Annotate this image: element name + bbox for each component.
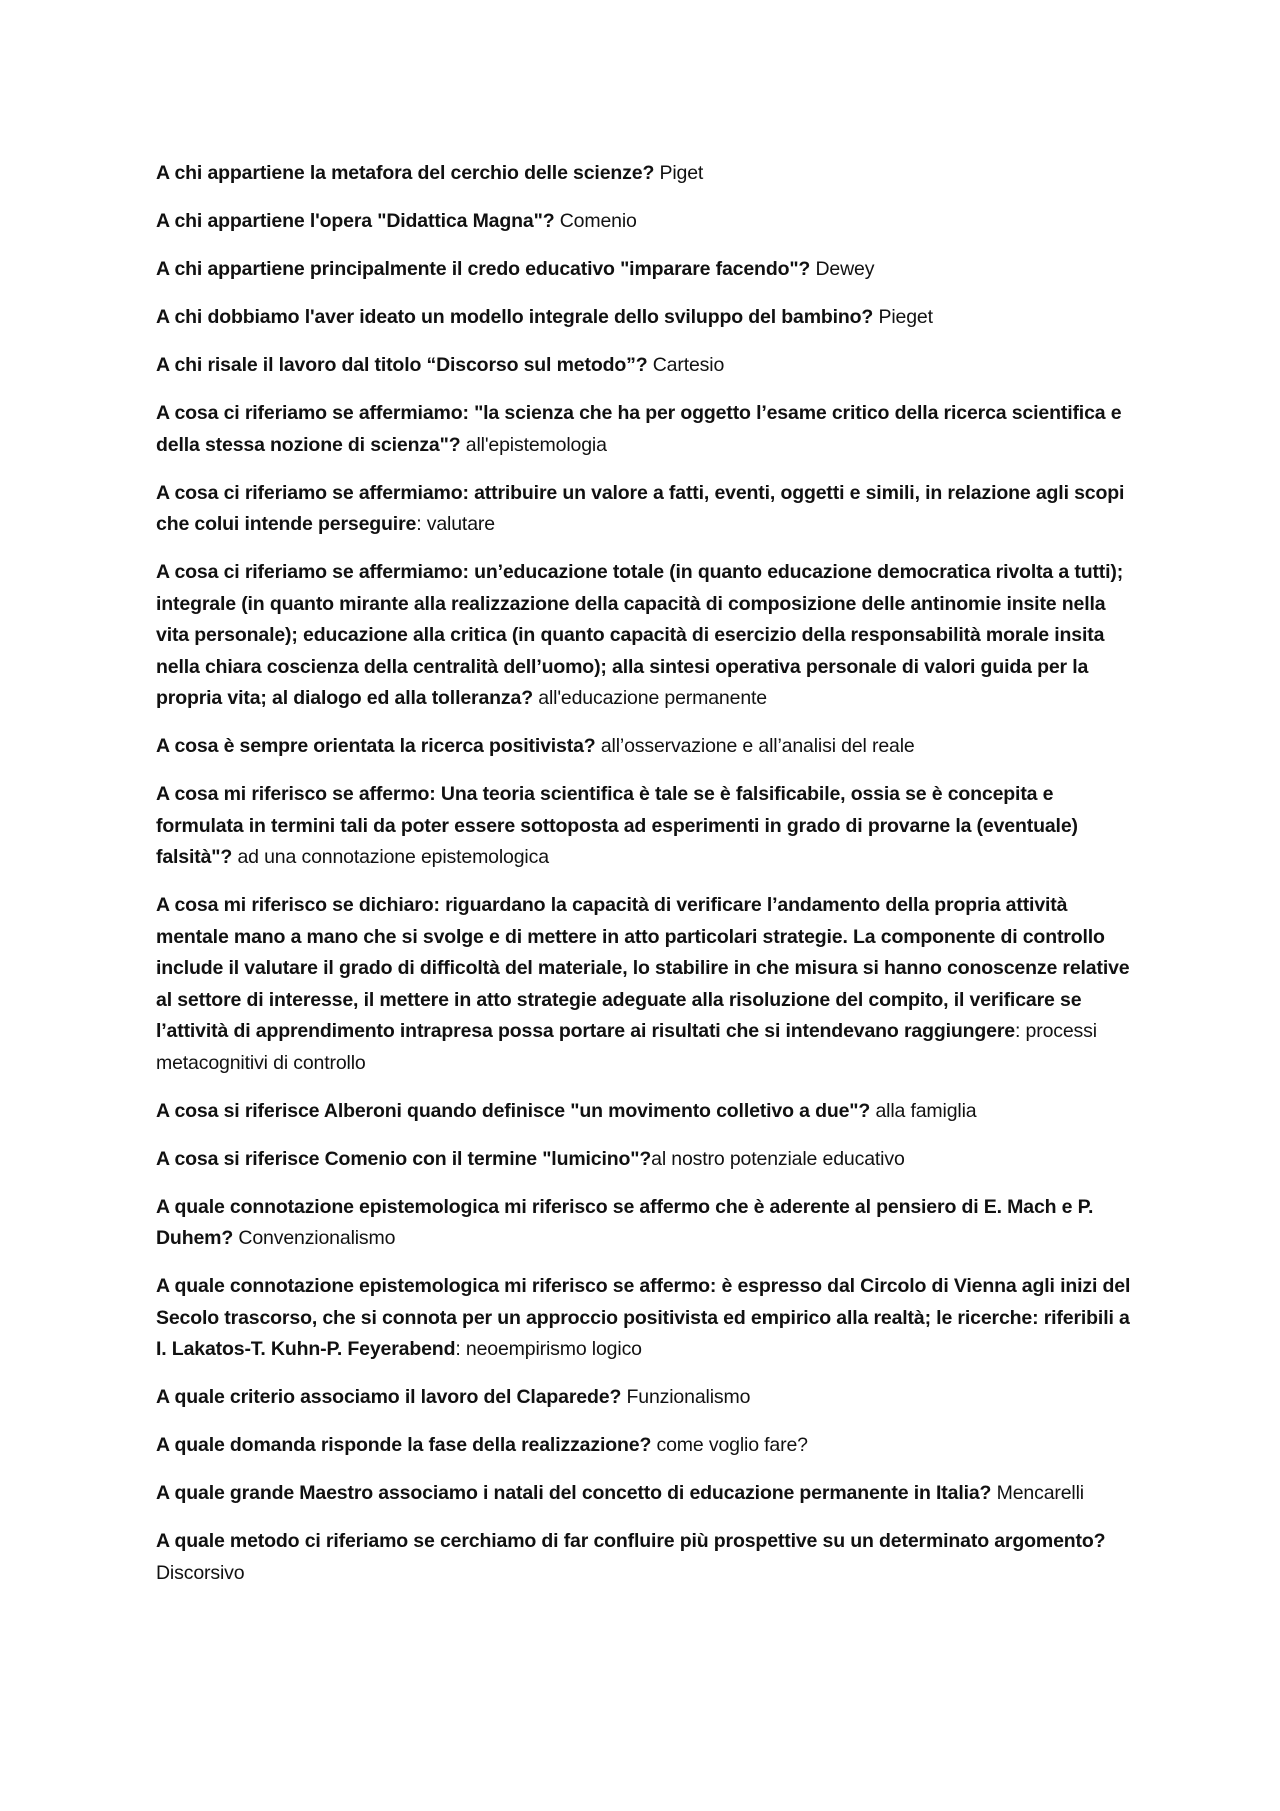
question: A chi appartiene la metafora del cerchio delle scienze? <box>156 162 655 184</box>
question: A quale connotazione epistemologica mi riferisco se affermo: è espresso dal Circolo di Vienna agli inizi del Secolo trascorso, che si connota per un approccio positivista ed empirico alla realtà; le ricerche: riferibili a I. Lakatos-T. Kuhn-P. Feyerabend <box>156 1275 1131 1360</box>
document-page <box>156 158 1141 1606</box>
question: A quale domanda risponde la fase della realizzazione? <box>156 1434 652 1456</box>
answer: Convenzionalismo <box>238 1227 396 1249</box>
question: A cosa mi riferisco se dichiaro: riguardano la capacità di verificare l’andamento della propria attività mentale mano a mano che si svolge e di mettere in atto particolari strategie. La componente di controllo include il valutare il grado di difficoltà del materiale, lo stabilire in che misura si hanno conoscenze relative al settore di interesse, il mettere in atto strategie adeguate alla risoluzione del compito, il verificare se l’attività di apprendimento intrapresa possa portare ai risultati che si intendevano raggiungere <box>156 894 1130 1042</box>
question: A cosa ci riferiamo se affermiamo: attribuire un valore a fatti, eventi, oggetti e simili, in relazione agli scopi che colui intende perseguire <box>156 481 1125 535</box>
question: A chi appartiene l'opera "Didattica Magna"? <box>156 210 555 232</box>
qa-item-15 <box>156 1271 1141 1366</box>
qa-item-2 <box>156 206 1141 238</box>
answer: valutare <box>426 513 495 535</box>
separator: : <box>455 1338 466 1360</box>
qa-item-13 <box>156 1144 1141 1176</box>
answer: Pieget <box>878 306 933 328</box>
qa-item-7 <box>156 478 1141 541</box>
question: A cosa ci riferiamo se affermiamo: un’educazione totale (in quanto educazione democratica rivolta a tutti); integrale (in quanto mirante alla realizzazione della capacità di composizione delle antinomie insite nella vita personale); educazione alla critica (in quanto capacità di esercizio della responsabilità morale insita nella chiara coscienza della centralità dell’uomo); alla sintesi operativa personale di valori guida per la propria vita; al dialogo ed alla tolleranza? <box>156 561 1124 709</box>
question: A quale metodo ci riferiamo se cerchiamo di far confluire più prospettive su un determinato argomento? <box>156 1530 1106 1552</box>
qa-item-19 <box>156 1526 1141 1589</box>
answer: processi metacognitivi di controllo <box>156 1020 1097 1074</box>
question: A quale connotazione epistemologica mi riferisco se affermo che è aderente al pensiero di E. Mach e P. Duhem? <box>156 1195 1094 1249</box>
answer: Piget <box>659 162 704 184</box>
question: A chi dobbiamo l'aver ideato un modello integrale dello sviluppo del bambino? <box>156 306 874 328</box>
question: A cosa si riferisce Alberoni quando definisce "un movimento colletivo a due"? <box>156 1099 871 1122</box>
answer: neoempirismo logico <box>465 1338 642 1360</box>
qa-item-1 <box>156 158 1141 190</box>
question: A quale criterio associamo il lavoro del Claparede? <box>156 1386 622 1408</box>
answer: ad una connotazione epistemologica <box>237 846 549 868</box>
separator: : <box>1014 1020 1026 1042</box>
question: A quale grande Maestro associamo i natali del concetto di educazione permanente in Italia? <box>156 1482 992 1504</box>
qa-item-14 <box>156 1192 1141 1255</box>
qa-item-5 <box>156 350 1141 382</box>
answer: all’osservazione e all’analisi del reale <box>600 735 915 757</box>
answer: Mencarelli <box>996 1482 1084 1504</box>
answer: Comenio <box>559 210 637 232</box>
answer: alla famiglia <box>875 1099 977 1122</box>
qa-item-11 <box>156 890 1141 1079</box>
qa-item-6 <box>156 398 1141 461</box>
qa-item-17 <box>156 1430 1141 1462</box>
question: A chi appartiene principalmente il credo educativo "imparare facendo"? <box>156 258 811 280</box>
qa-item-8 <box>156 557 1141 715</box>
qa-item-16 <box>156 1382 1141 1414</box>
question: A cosa è sempre orientata la ricerca positivista? <box>156 735 596 757</box>
question: A cosa ci riferiamo se affermiamo: "la scienza che ha per oggetto l’esame critico della ricerca scientifica e della stessa nozione di scienza"? <box>156 402 1122 456</box>
separator: : <box>416 513 427 535</box>
answer: come voglio fare? <box>656 1434 808 1456</box>
answer: all'epistemologia <box>465 433 607 456</box>
question: A chi risale il lavoro dal titolo “Discorso sul metodo”? <box>156 354 648 376</box>
qa-item-18 <box>156 1478 1141 1510</box>
qa-item-3 <box>156 254 1141 286</box>
answer: Discorsivo <box>156 1561 245 1584</box>
qa-item-4 <box>156 302 1141 334</box>
answer: Dewey <box>815 258 875 280</box>
answer: all'educazione permanente <box>538 687 767 709</box>
qa-item-10 <box>156 779 1141 874</box>
answer: al nostro potenziale educativo <box>651 1147 905 1170</box>
question: A cosa mi riferisco se affermo: Una teoria scientifica è tale se è falsificabile, ossia se è concepita e formulata in termini tali da poter essere sottoposta ad esperimenti in grado di provarne la (eventuale) falsità"? <box>156 783 1078 868</box>
qa-item-9 <box>156 731 1141 763</box>
qa-item-12 <box>156 1096 1141 1128</box>
answer: Funzionalismo <box>626 1386 751 1408</box>
answer: Cartesio <box>652 354 725 376</box>
question: A cosa si riferisce Comenio con il termine "lumicino"? <box>156 1147 652 1170</box>
